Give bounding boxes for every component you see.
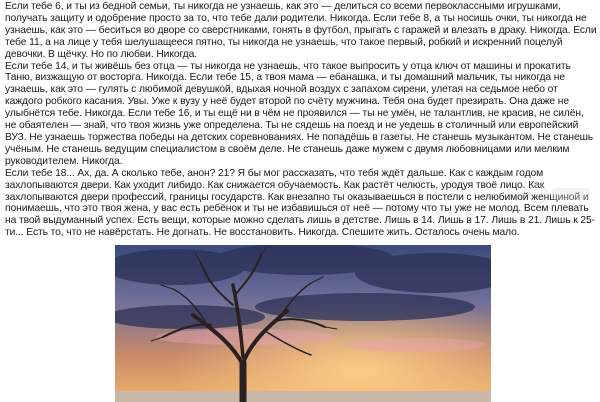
story-text bbox=[5, 1, 597, 239]
paragraph-adult: Если тебе 18... Ах, да. А сколько тебе, анон? 21? Я бы мог рассказать, что тебя ждёт дальше. Как с каждым годом захлопываются двери. Как уходит либидо. Как снижается обучаемость. Как растёт челюсть, уродуя твоё лицо. Как захлопываются двери профессий, границы государств. Как внезапно ты оказываешься в постели с нелюбимой женщиной и понимаешь, что это твоя жена, у вас есть ребёнок и ты не избавишься от неё — потому что ты уже не молод. Всем плевать на твой выдуманный успех. Есть вещи, которые можно сделать лишь в детстве. Лишь в 14. Лишь в 17. Лишь в 21. Лишь к 25-ти... Есть то, что не навёрстать. Не догнать. Не восстановить. Никогда. Спешите жить. Осталось очень мало. bbox=[5, 167, 595, 239]
watermark-icon bbox=[526, 180, 594, 208]
paragraph-childhood: Если тебе 6, и ты из бедной семьи, ты никогда не узнаешь, как это — делиться со всеми первоклассными игрушками, получать защиту и одобрение просто за то, что тебе дали родители. Никогда. Если тебе 8, а ты носишь очки, ты никогда не узнаешь, как это — беситься во дворе со сверстниками, гонять в футбол, прыгать с гаражей и влезать в драку. Никогда. Если тебе 11, а на лице у тебя шелушащееся пятно, ты никогда не узнаешь, что такое первый, робкий и искренний поцелуй девочки. В щёчку. Но по любви. Никогда. bbox=[5, 1, 597, 60]
sunset-tree-photo bbox=[115, 245, 491, 402]
paragraph-teen: Если тебе 14, и ты живёшь без отца — ты никогда не узнаешь, что такое выпросить у отца ключ от машины и прокатить Таню, визжащую от восторга. Никогда. Если тебе 15, а твоя мама — ебанашка, и ты домашний мальчик, ты никогда не узнаешь, как это — гулять с любимой девушкой, вдыхая ночной воздух с запахом сирени, улетая на седьмое небо от каждого робкого касания. Увы. Уже к вузу у неё будет второй по счёту мужчина. Тебя она будет презирать. Она даже не улыбнётся тебе. Никогда. Если тебе 16, и ты ещё ни в чём не проявился — ты не умён, не талантлив, не красив, не силён, не обаятелен — знай, что твоя жизнь уже определена. Ты не сядешь на поезд и не уедешь в столичный или европейский ВУЗ. Не узнаешь торжества победы на детских соревнованиях. Не попадёшь в газеты. Не станешь музыкантом. Не станешь учёным. Не станешь ведущим специалистом в своём деле. Не станешь даже мужем с двумя любовницами или мелким руководителем. Никогда. bbox=[5, 60, 594, 167]
